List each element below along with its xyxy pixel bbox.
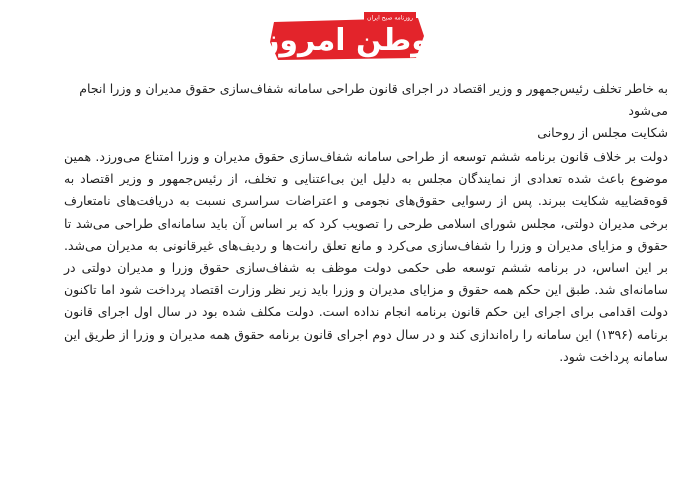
article-headline: به خاطر تخلف رئیس‌جمهور و وزیر اقتصاد در اجرای قانون طراحی سامانه شفاف‌سازی حقوق مدیران و وزرا انجام می‌شود: [79, 81, 668, 118]
logo-tagline: روزنامه صبح ایران: [367, 14, 413, 22]
article-subheadline: شکایت مجلس از روحانی: [537, 125, 668, 140]
article-body: دولت بر خلاف قانون برنامه ششم توسعه از طراحی سامانه شفاف‌سازی حقوق مدیران و وزرا امتناع می‌ورزد. همین موضوع باعث شده تعدادی از نمایندگان مجلس به دلیل این بی‌اعتنایی و تخلف، از رئیس‌جمهور و وزیر اقتصاد به قوه‌قضاییه شکایت ببرند. پس از رسوایی حقوق‌های نجومی و اعتراضات سراسری نسبت به دریافت‌های نامتعارف برخی مدیران دولتی، مجلس شورای اسلامی طرحی را تصویب کرد که بر اساس آن باید سامانه‌ای طراحی می‌شد تا حقوق و مزایای مدیران و وزرا را شفاف‌سازی می‌کرد و مانع تعلق رانت‌ها و ردیف‌های غیرقانونی به مدیران می‌شد. بر این اساس، در برنامه ششم توسعه طی حکمی دولت موظف به شفاف‌سازی حقوق وزرا و مدیران دولتی در سامانه‌ای شد. طبق این حکم همه حقوق و مزایای مدیران و وزرا باید زیر نظر وزارت اقتصاد پرداخت شود اما تاکنون دولت اقدامی برای اجرای این حکم قانون برنامه انجام نداده است. دولت مکلف شده بود در سال اول اجرای قانون برنامه (۱۳۹۶) این سامانه را راه‌اندازی کند و در سال دوم اجرای قانون برنامه حقوق همه مدیران و وزرا از طریق این سامانه پرداخت شود.: [64, 149, 668, 364]
logo-text: وطن امروز: [262, 23, 430, 58]
article: [64, 78, 668, 364]
article-body-container: [64, 146, 668, 364]
newspaper-logo: [262, 8, 430, 66]
logo-mark: [262, 8, 430, 66]
